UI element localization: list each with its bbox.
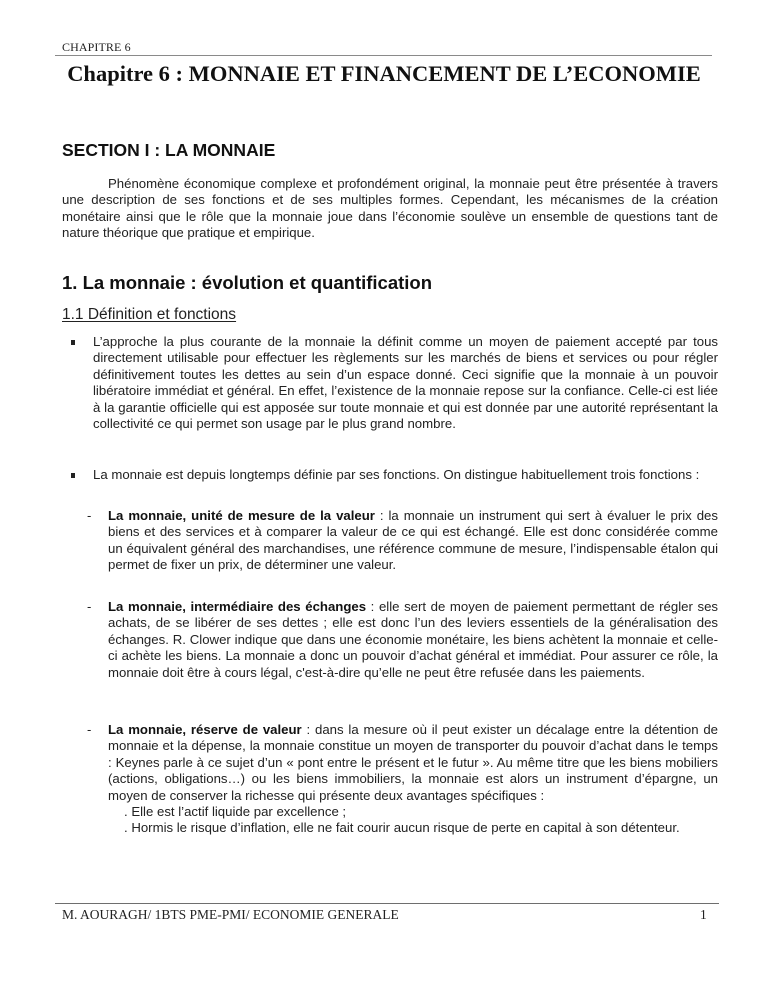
sub-item-list xyxy=(124,804,718,837)
bullet-item xyxy=(62,467,718,483)
sub-item: . Elle est l’actif liquide par excellence ; xyxy=(124,804,347,820)
dash-marker: - xyxy=(87,722,92,737)
dash-marker: - xyxy=(87,508,92,523)
chapter-title: Chapitre 6 : MONNAIE ET FINANCEMENT DE L’ECONOMIE xyxy=(67,61,701,86)
heading-1: 1. La monnaie : évolution et quantification xyxy=(62,272,433,293)
function-text: : la monnaie un instrument qui sert à évaluer le prix des biens et des services et à comparer la valeur de ce qui est échangé. Elle est donc considérée comme un équivalent général des marchandises, une référence commune de mesure, l’indispensable étalon qui permet de fixer un prix, de déterminer une valeur. xyxy=(108,508,718,573)
square-bullet-icon xyxy=(71,473,75,478)
heading-2: 1.1 Définition et fonctions xyxy=(62,306,237,323)
function-title: La monnaie, réserve de valeur xyxy=(108,722,302,737)
page-number: 1 xyxy=(700,907,707,922)
function-item xyxy=(80,722,718,837)
function-item xyxy=(80,508,718,574)
intro-paragraph: Phénomène économique complexe et profondément original, la monnaie peut être présentée à travers une description de ses fonctions et de ses multiples formes. Cependant, les mécanismes de la création monétaire ainsi que le rôle que la monnaie joue dans l’économie soulève un ensemble de questions tant de nature théorique que pratique et empirique. xyxy=(62,176,718,241)
dash-marker: - xyxy=(87,599,92,614)
sub-item: . Hormis le risque d’inflation, elle ne fait courir aucun risque de perte en capital à son détenteur. xyxy=(124,820,680,836)
function-title: La monnaie, intermédiaire des échanges xyxy=(108,599,367,614)
bullet-text: L’approche la plus courante de la monnaie la définit comme un moyen de paiement accepté par tous directement utilisable pour effectuer les règlements sur les marchés de biens et services ou pour régler définitivement toutes les dettes au sein d’un espace donné. Ceci signifie que la monnaie à un pouvoir libératoire immédiat et général. En effet, l’existence de la monnaie repose sur la confiance. Celle-ci est liée à la garantie officielle qui est apposée sur toute monnaie et qui est donnée par une autorité représentant la collectivité ce qui permet son usage par le plus grand nombre. xyxy=(93,334,718,432)
function-text: : dans la mesure où il peut exister un décalage entre la détention de monnaie et la dépense, la monnaie constitue un moyen de transporter du pouvoir d’achat dans le temps : Keynes parle à ce sujet d’un « pont entre le présent et le futur ». Au même titre que les biens mobiliers (actions, obligations…) ou les biens immobiliers, la monnaie est alors un instrument d’épargne, un moyen de conserver la richesse qui présente deux avantages spécifiques : xyxy=(108,722,719,803)
footer-text: M. AOURAGH/ 1BTS PME-PMI/ ECONOMIE GENERALE xyxy=(62,907,399,922)
bullet-text: La monnaie est depuis longtemps définie par ses fonctions. On distingue habituellement trois fonctions : xyxy=(93,467,700,482)
footer-rule xyxy=(55,903,719,904)
header-rule xyxy=(55,55,712,56)
function-title: La monnaie, unité de mesure de la valeur xyxy=(108,508,375,523)
running-header: CHAPITRE 6 xyxy=(62,40,131,54)
section-title: SECTION I : LA MONNAIE xyxy=(62,140,276,160)
function-item xyxy=(80,599,718,681)
function-text: : elle sert de moyen de paiement permettant de régler ses achats, de se libérer de ses dettes ; elle est donc l’un des leviers essentiels de la généralisation des échanges. R. Clower indique que dans une économie monétaire, les biens achètent la monnaie et celle-ci achète les biens. La monnaie a donc un pouvoir d’achat général et immédiat. Pour assurer ce rôle, la monnaie doit être à cours légal, c'est-à-dire qu’elle ne peut être refusée dans les paiements. xyxy=(108,599,718,680)
square-bullet-icon xyxy=(71,340,75,345)
bullet-item xyxy=(62,334,718,432)
